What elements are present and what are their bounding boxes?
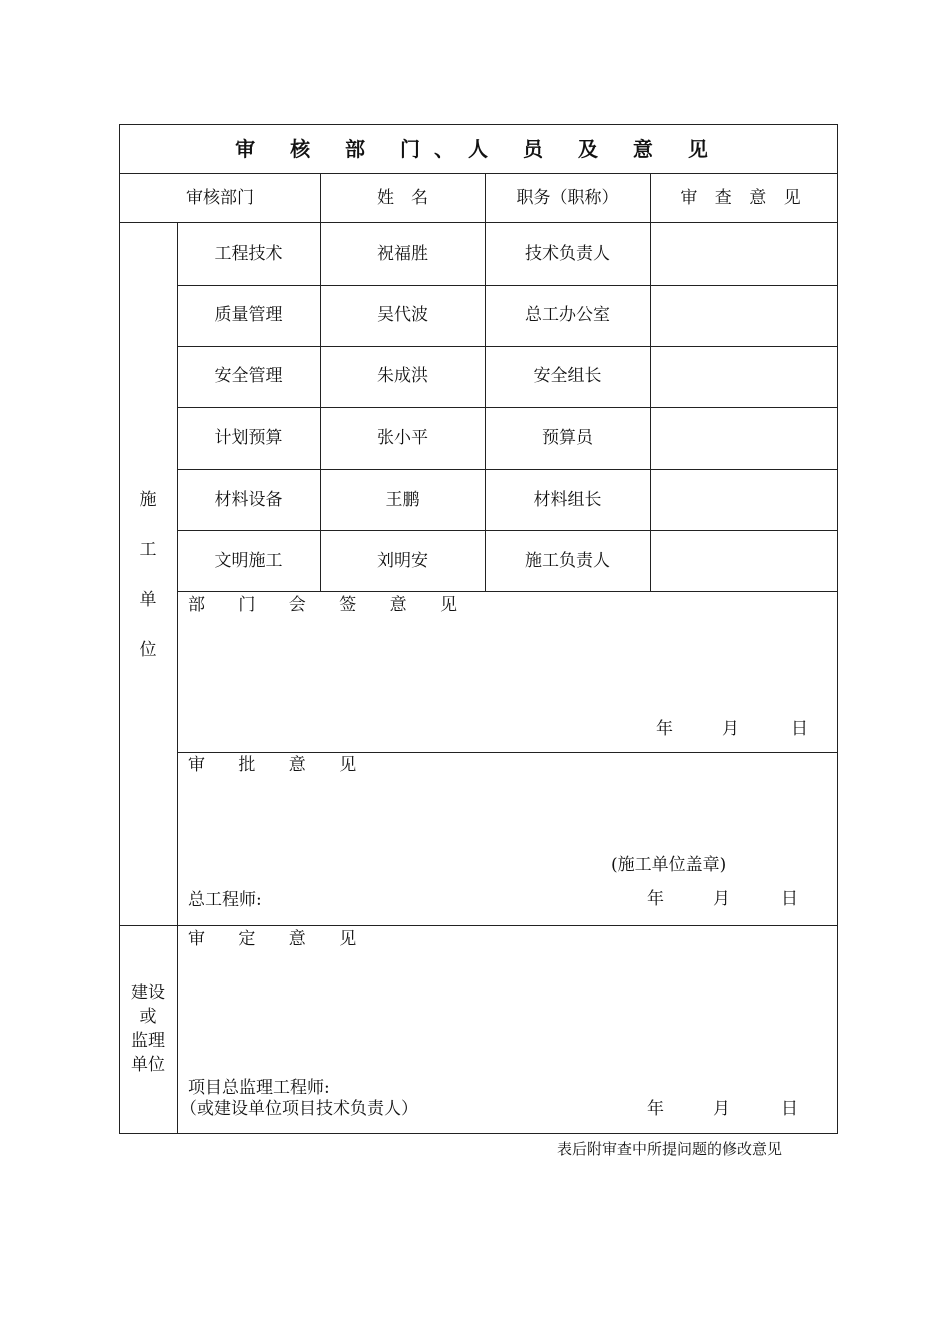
opinion-cell[interactable] bbox=[651, 347, 837, 407]
final-label: 审 定 意 见 bbox=[188, 929, 371, 949]
row-dept: 计划预算 bbox=[214, 428, 283, 448]
row-name: 王鹏 bbox=[385, 490, 420, 510]
row-name: 张小平 bbox=[377, 428, 428, 448]
row-dept: 材料设备 bbox=[214, 490, 283, 510]
supervisor-label-alt: （或建设单位项目技术负责人） bbox=[180, 1099, 418, 1119]
row-position: 施工负责人 bbox=[525, 551, 610, 571]
construction-unit-label: 施 工 单 位 bbox=[139, 490, 157, 660]
header-position: 职务（职称） bbox=[516, 188, 619, 208]
countersign-day: 日 bbox=[791, 719, 808, 739]
row-position: 材料组长 bbox=[533, 490, 602, 510]
approval-day: 日 bbox=[781, 889, 798, 909]
header-opinion: 审 查 意 见 bbox=[680, 188, 807, 208]
row-position: 预算员 bbox=[542, 428, 593, 448]
form-title: 审 核 部 门、人 员 及 意 见 bbox=[235, 137, 722, 161]
supervisor-label: 项目总监理工程师: bbox=[188, 1078, 330, 1098]
final-month: 月 bbox=[713, 1099, 730, 1119]
approval-year: 年 bbox=[647, 889, 664, 909]
row-name: 祝福胜 bbox=[377, 244, 428, 264]
approval-month: 月 bbox=[713, 889, 730, 909]
row-dept: 安全管理 bbox=[214, 366, 283, 386]
opinion-cell[interactable] bbox=[651, 531, 837, 591]
countersign-month: 月 bbox=[722, 719, 739, 739]
final-year: 年 bbox=[647, 1099, 664, 1119]
row-position: 技术负责人 bbox=[525, 244, 610, 264]
divider bbox=[120, 925, 837, 926]
divider bbox=[177, 752, 837, 753]
final-day: 日 bbox=[781, 1099, 798, 1119]
row-name: 吴代波 bbox=[377, 305, 428, 325]
row-dept: 文明施工 bbox=[214, 551, 283, 571]
countersign-label: 部 门 会 签 意 见 bbox=[188, 595, 472, 615]
approval-label: 审 批 意 见 bbox=[188, 755, 371, 775]
opinion-cell[interactable] bbox=[651, 223, 837, 285]
row-dept: 工程技术 bbox=[214, 244, 283, 264]
header-name: 姓 名 bbox=[377, 188, 428, 208]
row-position: 安全组长 bbox=[533, 366, 602, 386]
row-name: 朱成洪 bbox=[377, 366, 428, 386]
opinion-cell[interactable] bbox=[651, 286, 837, 346]
chief-engineer-label: 总工程师: bbox=[188, 890, 262, 910]
row-name: 刘明安 bbox=[377, 551, 428, 571]
review-form-table bbox=[119, 124, 838, 1134]
opinion-cell[interactable] bbox=[651, 408, 837, 469]
divider bbox=[177, 222, 178, 1133]
company-seal-note: (施工单位盖章) bbox=[611, 855, 727, 875]
countersign-year: 年 bbox=[656, 719, 673, 739]
header-dept: 审核部门 bbox=[186, 188, 254, 208]
owner-unit-label: 建设 或 监理 单位 bbox=[131, 983, 165, 1075]
opinion-cell[interactable] bbox=[651, 470, 837, 530]
divider bbox=[177, 591, 837, 592]
footer-note: 表后附审查中所提问题的修改意见 bbox=[557, 1140, 783, 1158]
row-position: 总工办公室 bbox=[525, 305, 610, 325]
divider bbox=[120, 173, 837, 174]
row-dept: 质量管理 bbox=[214, 305, 283, 325]
